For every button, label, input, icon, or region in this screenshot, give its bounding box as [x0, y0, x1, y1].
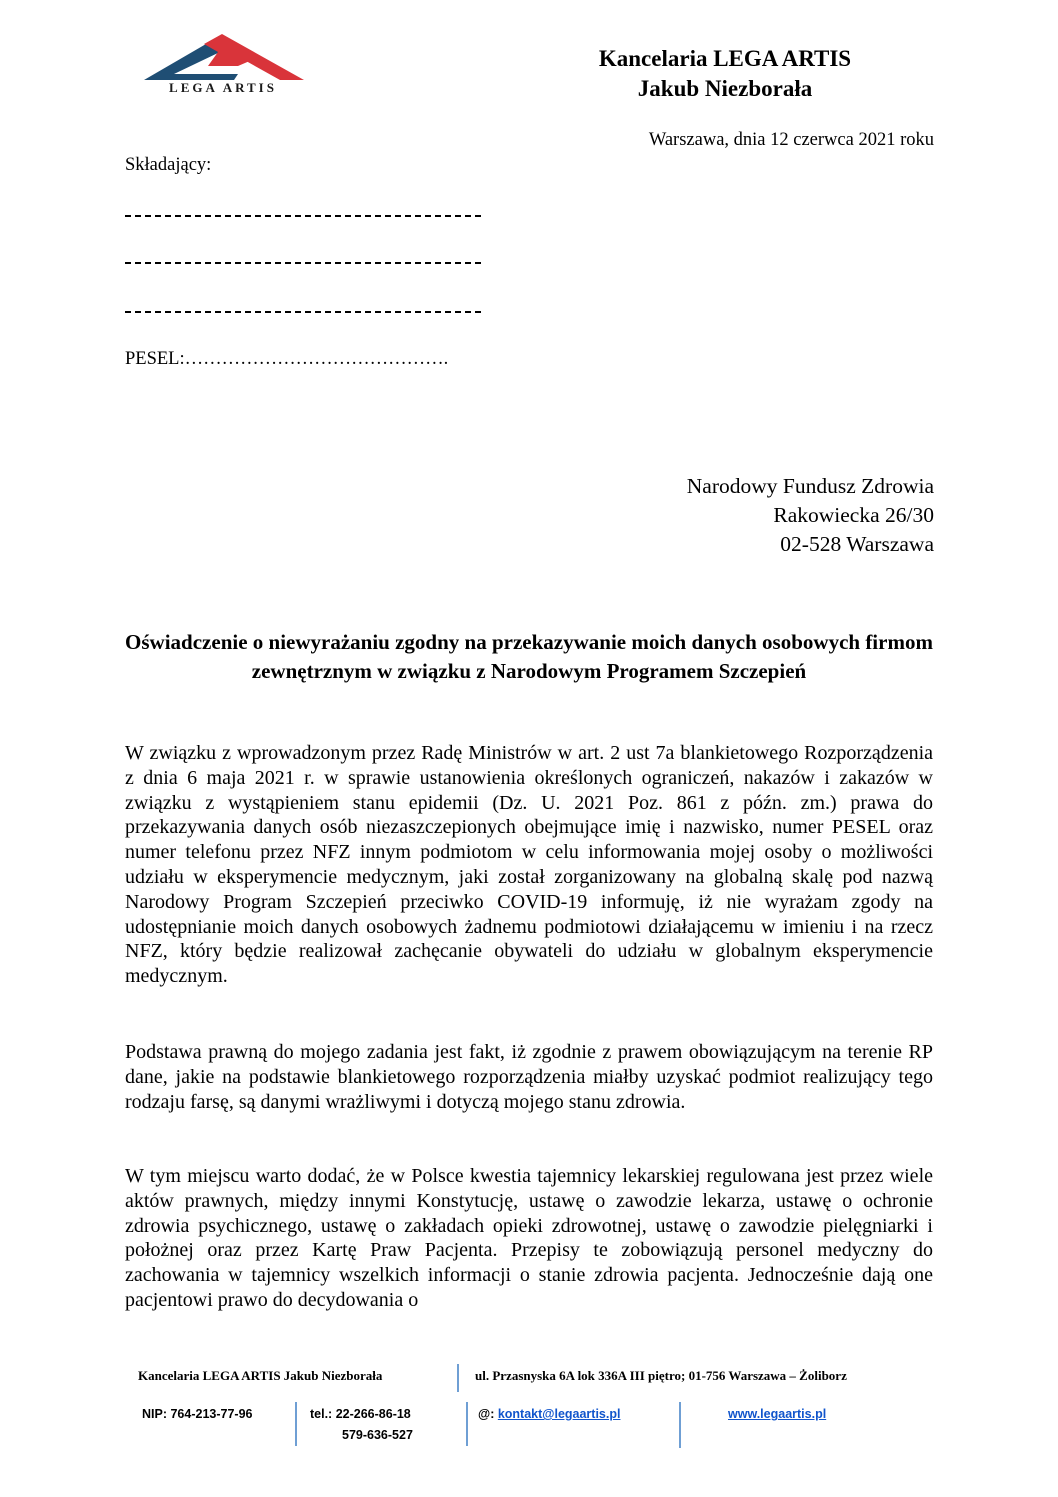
footer-address: ul. Przasnyska 6A lok 336A III piętro; 01-756 Warszawa – Żoliborz	[475, 1368, 847, 1383]
body-paragraph-1: W związku z wprowadzonym przez Radę Ministrów w art. 2 ust 7a blankietowego Rozporządzenia z dnia 6 maja 2021 r. w sprawie ustanowienia określonych ograniczeń, nakazów i zakazów w związku z wystąpieniem stanu epidemii (Dz. U. 2021 Poz. 861 z późn. zm.) prawa do przekazywania danych osób niezaszczepionych obejmujące imię i nazwisko, numer PESEL oraz numer telefonu przez NFZ innym podmiotom w celu informowania mojej osoby o możliwości udziału w eksperymencie medycznym, jaki został zorganizowany na globalną skalę pod nazwą Narodowy Program Szczepień przeciwko COVID-19 informuję, iż nie wyrażam zgody na udostępnianie moich danych osobowych żadnemu podmiotowi działającemu w imieniu i na rzecz NFZ, który będzie realizował zachęcanie obywateli do udziału w globalnym eksperymencie medycznym.	[125, 742, 933, 988]
footer-phone-label: tel.:	[310, 1407, 336, 1421]
footer-phone-2: 579-636-527	[342, 1428, 413, 1442]
sender-blank-line-3	[125, 311, 481, 313]
footer-email-prefix: @:	[478, 1407, 498, 1421]
sender-label: Składający:	[125, 155, 212, 175]
footer-phone-1-value: 22-266-86-18	[335, 1407, 411, 1421]
firm-name-line-1: Kancelaria LEGA ARTIS	[598, 46, 852, 71]
body-paragraph-3: W tym miejscu warto dodać, że w Polsce kwestia tajemnicy lekarskiej regulowana jest przez wiele aktów prawnych, między innymi Konstytucję, ustawę o zawodzie lekarza, ustawę o ochronie zdrowia psychicznego, ustawę o zakładach opieki zdrowotnej, ustawę o zawodzie pielęgniarki i położnej oraz przez Kartę Praw Pacjenta. Przepisy te zobowiązują personel medyczny do zachowania w tajemnicy wszelkich informacji o stanie zdrowia pacjenta. Jednocześnie dają one pacjentowi prawo do decydowania o	[125, 1165, 933, 1311]
footer-divider-1	[457, 1364, 459, 1392]
footer-website-link[interactable]: www.legaartis.pl	[728, 1407, 827, 1421]
pesel-field	[125, 349, 448, 370]
logo-text: LEGA ARTIS	[169, 80, 277, 95]
body-paragraph-2: Podstawa prawną do mojego zadania jest fakt, iż zgodnie z prawem obowiązującym na terenie RP dane, jakie na podstawie blankietowego rozporządzenia miałby uzyskać podmiot realizujący tego rodzaju farsę, są danymi wrażliwymi i dotyczą mojego stanu zdrowia.	[125, 1041, 933, 1113]
firm-name	[560, 44, 890, 104]
firm-name-line-2: Jakub Niezborała	[637, 76, 813, 101]
footer-firm: Kancelaria LEGA ARTIS Jakub Niezborała	[138, 1368, 383, 1383]
footer-email-link[interactable]: kontakt@legaartis.pl	[497, 1407, 621, 1421]
sender-blank-line-2	[125, 262, 481, 264]
footer-divider-2	[295, 1402, 297, 1446]
recipient-city: 02-528 Warszawa	[780, 532, 934, 556]
recipient-address	[687, 472, 934, 559]
pesel-label: PESEL:	[125, 349, 185, 369]
footer-divider-3	[466, 1402, 468, 1446]
page-footer	[130, 1362, 940, 1452]
footer-phone-1	[310, 1407, 411, 1421]
recipient-name: Narodowy Fundusz Zdrowia	[686, 474, 934, 498]
footer-nip: NIP: 764-213-77-96	[142, 1407, 253, 1421]
footer-email	[478, 1407, 620, 1421]
logo-triangle-icon	[134, 30, 314, 82]
sender-blank-line-1	[125, 215, 481, 217]
pesel-value: …………………………………….	[184, 349, 449, 369]
date-line: Warszawa, dnia 12 czerwca 2021 roku	[648, 130, 934, 150]
document-title: Oświadczenie o niewyrażaniu zgodny na przekazywanie moich danych osobowych firmom zewnętrznym w związku z Narodowym Programem Szczepień	[125, 630, 933, 683]
footer-divider-4	[679, 1402, 681, 1448]
recipient-street: Rakowiecka 26/30	[773, 503, 934, 527]
